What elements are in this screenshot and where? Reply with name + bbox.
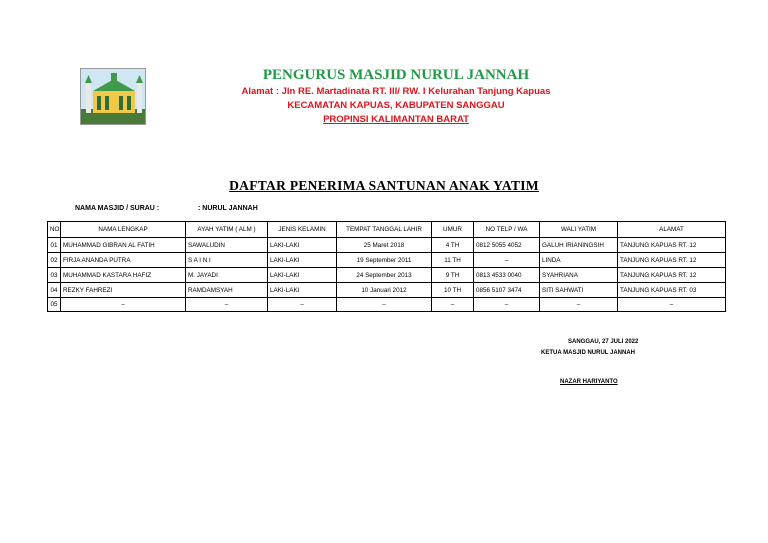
- cell-name: MUHAMMAD KASTARA HAFIZ: [61, 268, 186, 283]
- cell-father: S A I N I: [186, 253, 268, 268]
- cell-age: 11 TH: [432, 253, 474, 268]
- cell-age: 9 TH: [432, 268, 474, 283]
- recipients-table: [47, 221, 726, 312]
- cell-address: –: [618, 298, 726, 312]
- cell-age: –: [432, 298, 474, 312]
- column-header-age: UMUR: [432, 222, 474, 238]
- cell-birth: 24 September 2013: [337, 268, 432, 283]
- table-header-row: [48, 222, 726, 238]
- cell-guardian: SYAHRIANA: [540, 268, 618, 283]
- table-row: [48, 238, 726, 253]
- organization-title: PENGURUS MASJID NURUL JANNAH: [262, 67, 530, 83]
- cell-father: SAWALUDIN: [186, 238, 268, 253]
- cell-age: 10 TH: [432, 283, 474, 298]
- cell-no: 01: [48, 238, 61, 253]
- document-title: DAFTAR PENERIMA SANTUNAN ANAK YATIM: [229, 178, 539, 193]
- cell-guardian: LINDA: [540, 253, 618, 268]
- address-line: Alamat : Jln RE. Martadinata RT. III/ RW. I Kelurahan Tanjung Kapuas: [241, 86, 551, 97]
- cell-gender: –: [268, 298, 337, 312]
- cell-phone: 0813 4533 0040: [474, 268, 540, 283]
- table-row: [48, 298, 726, 312]
- cell-no: 04: [48, 283, 61, 298]
- table-row: [48, 253, 726, 268]
- district-line: KECAMATAN KAPUAS, KABUPATEN SANGGAU: [287, 100, 505, 111]
- mosque-name-value: : NURUL JANNAH: [198, 205, 258, 212]
- signature-place-date: SANGGAU, 27 JULI 2022: [568, 339, 639, 345]
- province-line: PROPINSI KALIMANTAN BARAT: [323, 114, 469, 125]
- cell-address: TANJUNG KAPUAS RT. 12: [618, 238, 726, 253]
- cell-phone: –: [474, 298, 540, 312]
- cell-no: 03: [48, 268, 61, 283]
- column-header-phone: NO TELP / WA: [474, 222, 540, 238]
- cell-gender: LAKI-LAKI: [268, 268, 337, 283]
- cell-name: REZKY FAHREZI: [61, 283, 186, 298]
- table-row: [48, 283, 726, 298]
- cell-address: TANJUNG KAPUAS RT. 12: [618, 253, 726, 268]
- cell-phone: 0812 5055 4052: [474, 238, 540, 253]
- cell-address: TANJUNG KAPUAS RT. 12: [618, 268, 726, 283]
- cell-father: M. JAYADI: [186, 268, 268, 283]
- cell-name: FIRJA ANANDA PUTRA: [61, 253, 186, 268]
- cell-name: MUHAMMAD GIBRAN AL FATIH: [61, 238, 186, 253]
- cell-phone: 0856 5107 3474: [474, 283, 540, 298]
- column-header-no: NO: [48, 222, 61, 238]
- column-header-address: ALAMAT: [618, 222, 726, 238]
- cell-birth: 25 Maret 2018: [337, 238, 432, 253]
- cell-no: 05: [48, 298, 61, 312]
- cell-gender: LAKI-LAKI: [268, 238, 337, 253]
- cell-father: –: [186, 298, 268, 312]
- cell-guardian: SITI SAHWATI: [540, 283, 618, 298]
- mosque-name-label: NAMA MASJID / SURAU :: [75, 205, 160, 212]
- signature-role: KETUA MASJID NURUL JANNAH: [541, 350, 636, 356]
- cell-name: –: [61, 298, 186, 312]
- cell-birth: 10 Januari 2012: [337, 283, 432, 298]
- table-row: [48, 268, 726, 283]
- cell-birth: 19 September 2011: [337, 253, 432, 268]
- column-header-gender: JENIS KELAMIN: [268, 222, 337, 238]
- column-header-father: AYAH YATIM ( ALM ): [186, 222, 268, 238]
- signature-name: NAZAR HARIYANTO: [560, 379, 618, 385]
- cell-age: 4 TH: [432, 238, 474, 253]
- cell-guardian: –: [540, 298, 618, 312]
- cell-gender: LAKI-LAKI: [268, 253, 337, 268]
- cell-no: 02: [48, 253, 61, 268]
- cell-address: TANJUNG KAPUAS RT. 03: [618, 283, 726, 298]
- cell-birth: –: [337, 298, 432, 312]
- cell-father: RAMDAMSYAH: [186, 283, 268, 298]
- column-header-birth: TEMPAT TANGGAL LAHIR: [337, 222, 432, 238]
- column-header-name: NAMA LENGKAP: [61, 222, 186, 238]
- cell-guardian: GALUH IRIANINGSIH: [540, 238, 618, 253]
- cell-gender: LAKI-LAKI: [268, 283, 337, 298]
- column-header-guardian: WALI YATIM: [540, 222, 618, 238]
- cell-phone: –: [474, 253, 540, 268]
